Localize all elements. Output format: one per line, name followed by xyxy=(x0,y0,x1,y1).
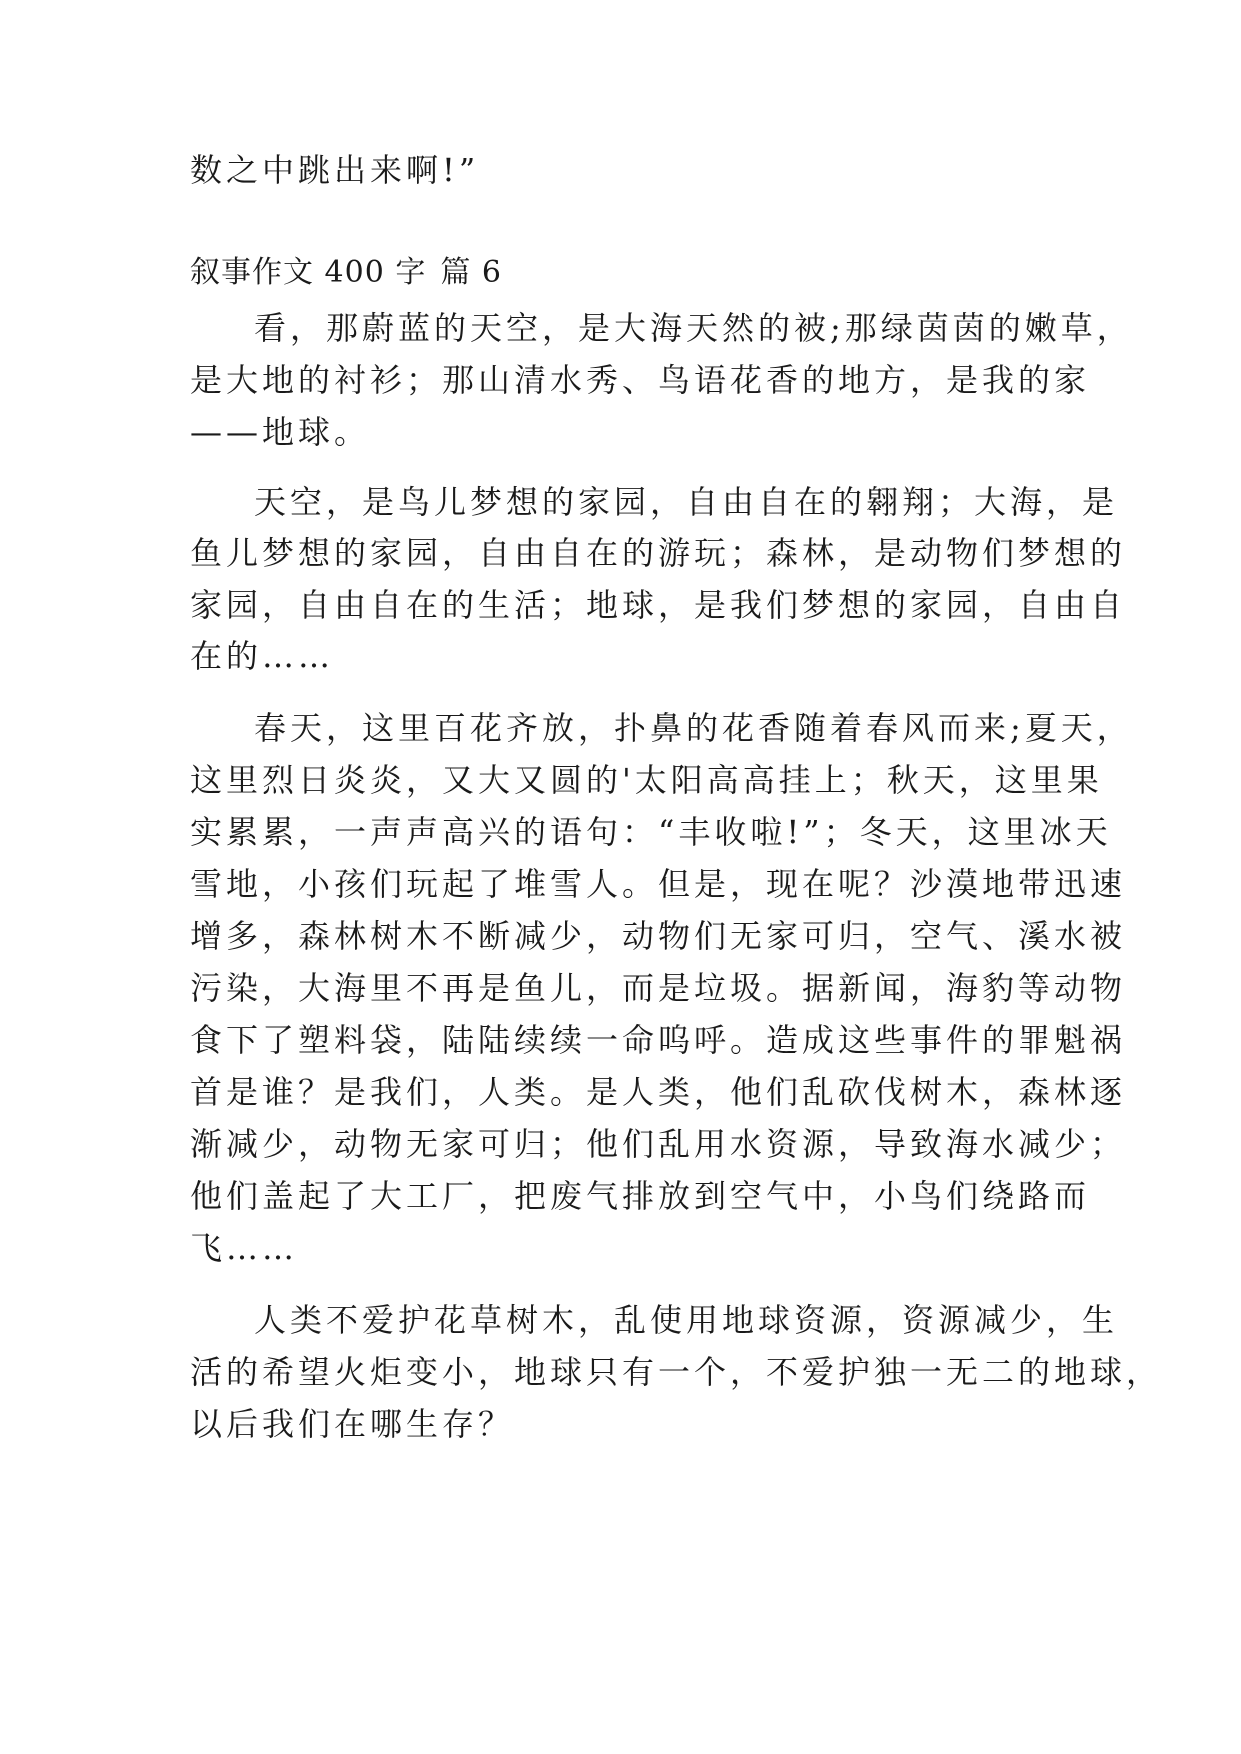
paragraph-3-line-5: 增多，森林树木不断减少，动物们无家可归，空气、溪水被 xyxy=(190,917,1127,955)
paragraph-2-line-3: 家园，自由自在的生活；地球，是我们梦想的家园，自由自 xyxy=(190,586,1127,624)
paragraph-3-line-9: 渐减少，动物无家可归；他们乱用水资源，导致海水减少； xyxy=(190,1125,1127,1163)
paragraph-3-line-2: 这里烈日炎炎，又大又圆的'太阳高高挂上；秋天，这里果 xyxy=(190,761,1103,799)
paragraph-3-line-7: 食下了塑料袋，陆陆续续一命呜呼。造成这些事件的罪魁祸 xyxy=(190,1021,1127,1059)
paragraph-1-line-1: 看，那蔚蓝的天空，是大海天然的被;那绿茵茵的嫩草， xyxy=(254,309,1133,347)
section-title: 叙事作文 400 字 xyxy=(190,255,427,290)
paragraph-3-line-4: 雪地，小孩们玩起了堆雪人。但是，现在呢？沙漠地带迅速 xyxy=(190,865,1127,903)
paragraph-3-line-6: 污染，大海里不再是鱼儿，而是垃圾。据新闻，海豹等动物 xyxy=(190,969,1127,1007)
paragraph-4-line-1: 人类不爱护花草树木，乱使用地球资源，资源减少，生 xyxy=(254,1301,1119,1339)
paragraph-3-line-11: 飞…… xyxy=(190,1229,299,1267)
paragraph-3-line-3: 实累累，一声声高兴的语句：“丰收啦!”；冬天，这里冰天 xyxy=(190,813,1112,851)
paragraph-3-line-8: 首是谁？是我们，人类。是人类，他们乱砍伐树木，森林逐 xyxy=(190,1073,1127,1111)
paragraph-2-line-1: 天空，是鸟儿梦想的家园，自由自在的翱翔；大海，是 xyxy=(254,483,1119,521)
continuation-line: 数之中跳出来啊!” xyxy=(190,151,480,189)
paragraph-2-line-4: 在的…… xyxy=(190,637,335,675)
paragraph-3-line-10: 他们盖起了大工厂，把废气排放到空气中，小鸟们绕路而 xyxy=(190,1177,1091,1215)
paragraph-1-line-3: ——地球。 xyxy=(190,413,371,451)
paragraph-3-line-1: 春天，这里百花齐放，扑鼻的花香随着春风而来;夏天， xyxy=(254,709,1133,747)
paragraph-2-line-2: 鱼儿梦想的家园，自由自在的游玩；森林，是动物们梦想的 xyxy=(190,534,1127,572)
paragraph-4-line-3: 以后我们在哪生存？ xyxy=(190,1405,515,1443)
section-heading xyxy=(190,253,502,293)
paragraph-1-line-2: 是大地的衬衫；那山清水秀、鸟语花香的地方，是我的家 xyxy=(190,361,1091,399)
section-number: 篇 6 xyxy=(440,255,502,290)
paragraph-4-line-2: 活的希望火炬变小，地球只有一个，不爱护独一无二的地球， xyxy=(190,1353,1163,1391)
